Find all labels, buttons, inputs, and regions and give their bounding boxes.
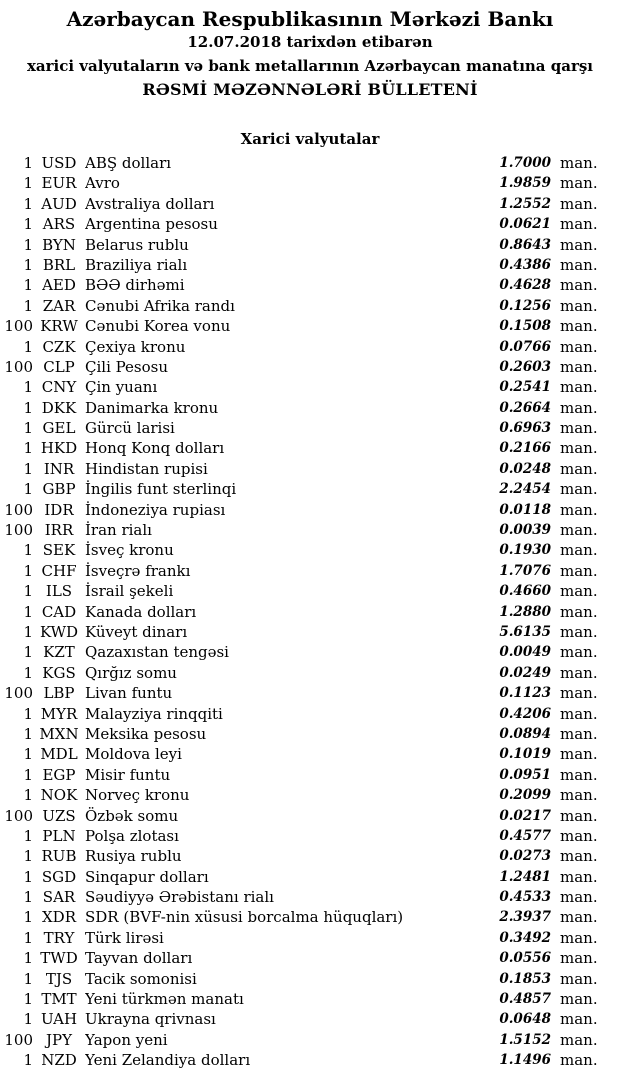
currency-name: Livan funtu	[85, 684, 173, 703]
currency-name: Yeni türkmən manatı	[85, 990, 244, 1009]
currency-quantity: 1	[23, 1010, 33, 1029]
rate-value: 1.2552	[499, 195, 551, 212]
unit-label: man.	[560, 622, 598, 641]
currency-code: CHF	[41, 561, 77, 580]
currency-code: TRY	[43, 928, 75, 947]
currency-quantity: 1	[23, 745, 33, 764]
table-row	[0, 275, 620, 295]
currency-code: RUB	[41, 847, 77, 866]
currency-quantity: 1	[23, 215, 33, 234]
rate-value: 0.0894	[499, 725, 551, 742]
currency-code: EGP	[42, 765, 76, 784]
currency-code: KGS	[42, 663, 76, 682]
table-row	[0, 377, 620, 397]
rate-value: 0.0621	[499, 216, 551, 233]
currency-name: İsveçrə frankı	[85, 561, 191, 580]
currency-name: Polşa zlotası	[85, 826, 179, 845]
currency-quantity: 1	[23, 888, 33, 907]
unit-label: man.	[560, 643, 598, 662]
currency-quantity: 1	[23, 276, 33, 295]
unit-label: man.	[560, 582, 598, 601]
currency-name: Yeni Zelandiya dolları	[85, 1051, 251, 1070]
currency-code: CZK	[42, 337, 76, 356]
currency-code: BYN	[42, 235, 76, 254]
currency-code: MDL	[40, 745, 78, 764]
rate-value: 1.7076	[499, 562, 551, 579]
currency-name: Cənubi Afrika randı	[85, 296, 235, 315]
currency-name: Meksika pesosu	[85, 724, 207, 743]
table-row	[0, 316, 620, 336]
table-row	[0, 846, 620, 866]
currency-quantity: 1	[23, 459, 33, 478]
currency-name: Ukrayna qrivnası	[85, 1010, 216, 1029]
rate-value: 0.1256	[499, 297, 551, 314]
rate-value: 0.0951	[499, 766, 551, 783]
table-row	[0, 806, 620, 826]
rate-value: 1.9859	[499, 175, 551, 192]
unit-label: man.	[560, 480, 598, 499]
unit-label: man.	[560, 724, 598, 743]
currency-quantity: 1	[23, 296, 33, 315]
currency-code: CLP	[43, 357, 75, 376]
currency-quantity: 1	[23, 786, 33, 805]
currency-name: Səudiyyə Ərəbistanı rialı	[85, 888, 274, 907]
rate-value: 1.2481	[499, 868, 551, 885]
table-row	[0, 255, 620, 275]
rate-value: 0.2541	[499, 379, 551, 396]
rate-value: 0.2664	[499, 399, 551, 416]
document-subtitle: xarici valyutaların və bank metallarının Azərbaycan manatına qarşı	[26, 57, 594, 75]
currency-name: Çili Pesosu	[85, 357, 169, 376]
currency-name: Gürcü larisi	[85, 419, 175, 438]
currency-name: Danimarka kronu	[85, 398, 219, 417]
unit-label: man.	[560, 847, 598, 866]
table-row	[0, 479, 620, 499]
currency-quantity: 1	[23, 643, 33, 662]
rate-value: 2.2454	[499, 481, 551, 498]
currency-name: İsrail şekeli	[85, 582, 174, 601]
unit-label: man.	[560, 398, 598, 417]
rate-value: 1.5152	[499, 1031, 551, 1048]
unit-label: man.	[560, 419, 598, 438]
currency-quantity: 1	[23, 602, 33, 621]
unit-label: man.	[560, 561, 598, 580]
currency-code: KWD	[39, 622, 79, 641]
currency-code: CNY	[41, 378, 77, 397]
table-row	[0, 948, 620, 968]
unit-label: man.	[560, 255, 598, 274]
currency-code: INR	[43, 459, 75, 478]
table-row	[0, 194, 620, 214]
rate-value: 0.4386	[499, 256, 551, 273]
table-row	[0, 459, 620, 479]
table-row	[0, 724, 620, 744]
currency-name: Argentina pesosu	[85, 215, 218, 234]
table-row	[0, 907, 620, 927]
currency-quantity: 1	[23, 622, 33, 641]
bulletin-title: RƏSMİ MƏZƏNNƏLƏRİ BÜLLETENİ	[142, 80, 478, 99]
unit-label: man.	[560, 806, 598, 825]
currency-name: İran rialı	[85, 521, 152, 540]
currency-quantity: 1	[23, 724, 33, 743]
unit-label: man.	[560, 459, 598, 478]
rate-value: 0.0049	[499, 644, 551, 661]
currency-name: Moldova leyi	[85, 745, 182, 764]
currency-quantity: 1	[23, 174, 33, 193]
currency-quantity: 1	[23, 561, 33, 580]
currency-code: SAR	[42, 888, 76, 907]
table-row	[0, 1030, 620, 1050]
rate-value: 1.1496	[499, 1052, 551, 1069]
unit-label: man.	[560, 704, 598, 723]
table-row	[0, 337, 620, 357]
currency-code: USD	[41, 154, 77, 172]
table-row	[0, 663, 620, 683]
rate-value: 1.7000	[499, 155, 551, 171]
currency-quantity: 1	[23, 867, 33, 886]
unit-label: man.	[560, 378, 598, 397]
currency-quantity: 1	[23, 194, 33, 213]
currency-quantity: 100	[4, 521, 33, 540]
unit-label: man.	[560, 663, 598, 682]
currency-code: KRW	[40, 317, 78, 336]
table-row	[0, 438, 620, 458]
currency-quantity: 1	[23, 704, 33, 723]
unit-label: man.	[560, 439, 598, 458]
table-row	[0, 622, 620, 642]
currency-code: ARS	[42, 215, 76, 234]
rate-value: 0.2166	[499, 440, 551, 457]
currency-quantity: 1	[23, 1051, 33, 1070]
rate-value: 0.1019	[499, 746, 551, 763]
currency-name: Belarus rublu	[85, 235, 189, 254]
currency-code: SGD	[41, 867, 77, 886]
currency-name: Avro	[85, 174, 120, 193]
unit-label: man.	[560, 215, 598, 234]
currency-quantity: 1	[23, 154, 33, 172]
currency-name: Braziliya rialı	[85, 255, 188, 274]
unit-label: man.	[560, 500, 598, 519]
currency-name: BƏƏ dirhəmi	[85, 276, 185, 295]
currency-code: PLN	[42, 826, 76, 845]
currency-code: AUD	[41, 194, 77, 213]
unit-label: man.	[560, 357, 598, 376]
currency-quantity: 1	[23, 582, 33, 601]
table-row	[0, 1009, 620, 1029]
table-row	[0, 744, 620, 764]
rate-value: 0.1930	[499, 542, 551, 559]
table-row	[0, 602, 620, 622]
unit-label: man.	[560, 235, 598, 254]
rate-value: 0.0766	[499, 338, 551, 355]
rate-value: 0.4533	[499, 889, 551, 906]
currency-name: SDR (BVF-nin xüsusi borcalma hüquqları)	[85, 908, 404, 927]
currency-quantity: 1	[23, 541, 33, 560]
currency-name: Sinqapur dolları	[85, 867, 209, 886]
rate-value: 0.4857	[499, 991, 551, 1008]
currency-name: Türk lirəsi	[85, 928, 164, 947]
unit-label: man.	[560, 969, 598, 988]
rate-value: 0.0248	[499, 460, 551, 477]
currency-quantity: 1	[23, 663, 33, 682]
currency-quantity: 1	[23, 419, 33, 438]
unit-label: man.	[560, 990, 598, 1009]
currency-code: DKK	[41, 398, 77, 417]
currency-name: Küveyt dinarı	[85, 622, 188, 641]
currency-code: IDR	[44, 500, 74, 519]
currency-code: NOK	[40, 786, 78, 805]
table-row	[0, 785, 620, 805]
currency-name: Malayziya rinqqiti	[85, 704, 223, 723]
table-row	[0, 581, 620, 601]
unit-label: man.	[560, 541, 598, 560]
document-header	[0, 7, 620, 102]
currency-code: KZT	[43, 643, 75, 662]
table-row	[0, 1050, 620, 1070]
rate-value: 1.2880	[499, 603, 551, 620]
currency-name: Honq Konq dolları	[85, 439, 225, 458]
currency-quantity: 1	[23, 255, 33, 274]
rate-value: 0.0273	[499, 848, 551, 865]
rate-value: 0.1123	[499, 685, 551, 702]
currency-name: Tayvan dolları	[85, 949, 193, 968]
currency-code: AED	[42, 276, 76, 295]
currency-name: Özbək somu	[85, 806, 179, 825]
rate-value: 0.6963	[499, 420, 551, 437]
currency-name: Hindistan rupisi	[85, 459, 208, 478]
currency-quantity: 1	[23, 990, 33, 1009]
currency-name: Çin yuanı	[85, 378, 158, 397]
table-row	[0, 561, 620, 581]
table-row	[0, 989, 620, 1009]
unit-label: man.	[560, 745, 598, 764]
currency-quantity: 1	[23, 949, 33, 968]
currency-name: Tacik somonisi	[85, 969, 197, 988]
currency-code: MXN	[39, 724, 79, 743]
unit-label: man.	[560, 867, 598, 886]
rate-value: 0.0556	[499, 950, 551, 967]
currency-code: HKD	[40, 439, 78, 458]
currency-name: İndoneziya rupiası	[85, 500, 226, 519]
currency-code: IRR	[44, 521, 74, 540]
currency-code: TMT	[41, 990, 77, 1009]
table-row	[0, 500, 620, 520]
rate-value: 0.3492	[499, 929, 551, 946]
currency-quantity: 100	[4, 357, 33, 376]
currency-quantity: 1	[23, 378, 33, 397]
unit-label: man.	[560, 296, 598, 315]
currency-name: Qırğız somu	[85, 663, 177, 682]
unit-label: man.	[560, 1010, 598, 1029]
rate-value: 0.4628	[499, 277, 551, 294]
table-row	[0, 826, 620, 846]
unit-label: man.	[560, 786, 598, 805]
table-row	[0, 214, 620, 234]
rate-value: 0.0039	[499, 522, 551, 539]
currency-name: ABŞ dolları	[85, 154, 172, 172]
unit-label: man.	[560, 602, 598, 621]
table-row	[0, 683, 620, 703]
currency-code: SEK	[42, 541, 76, 560]
currency-code: BRL	[42, 255, 76, 274]
rate-value: 0.2099	[499, 787, 551, 804]
currency-code: EUR	[41, 174, 77, 193]
table-row	[0, 765, 620, 785]
currency-code: XDR	[42, 908, 76, 927]
currency-code: ILS	[45, 582, 73, 601]
unit-label: man.	[560, 684, 598, 703]
currency-name: Misir funtu	[85, 765, 171, 784]
currency-name: Yapon yeni	[85, 1030, 168, 1049]
currency-code: ZAR	[42, 296, 76, 315]
table-row	[0, 540, 620, 560]
unit-label: man.	[560, 174, 598, 193]
currency-code: GEL	[42, 419, 76, 438]
currency-quantity: 1	[23, 847, 33, 866]
unit-label: man.	[560, 888, 598, 907]
bank-title: Azərbaycan Respublikasının Mərkəzi Bankı	[66, 7, 554, 31]
currency-quantity: 1	[23, 908, 33, 927]
rate-value: 5.6135	[499, 623, 551, 640]
table-row	[0, 867, 620, 887]
rate-value: 0.0648	[499, 1011, 551, 1028]
unit-label: man.	[560, 154, 598, 172]
unit-label: man.	[560, 337, 598, 356]
unit-label: man.	[560, 521, 598, 540]
currency-code: GBP	[42, 480, 76, 499]
table-row	[0, 969, 620, 989]
rate-value: 0.2603	[499, 358, 551, 375]
currency-code: TJS	[45, 969, 73, 988]
currency-quantity: 1	[23, 480, 33, 499]
currency-name: Qazaxıstan tengəsi	[85, 643, 229, 662]
currency-code: TWD	[40, 949, 78, 968]
exchange-rates-table	[0, 153, 620, 1071]
rate-value: 0.4577	[499, 827, 551, 844]
table-row	[0, 887, 620, 907]
unit-label: man.	[560, 928, 598, 947]
table-row	[0, 704, 620, 724]
rate-value: 0.4660	[499, 583, 551, 600]
currency-quantity: 100	[4, 1030, 33, 1049]
currency-code: NZD	[41, 1051, 77, 1070]
currency-quantity: 100	[4, 317, 33, 336]
currency-code: MYR	[40, 704, 78, 723]
table-row	[0, 235, 620, 255]
currency-code: UZS	[42, 806, 76, 825]
currency-quantity: 100	[4, 684, 33, 703]
table-row	[0, 173, 620, 193]
currency-quantity: 1	[23, 398, 33, 417]
unit-label: man.	[560, 765, 598, 784]
currency-code: LBP	[43, 684, 75, 703]
currency-quantity: 100	[4, 500, 33, 519]
currency-quantity: 1	[23, 928, 33, 947]
currency-name: Rusiya rublu	[85, 847, 182, 866]
table-row	[0, 928, 620, 948]
currency-name: Norveç kronu	[85, 786, 190, 805]
currency-name: Avstraliya dolları	[85, 194, 215, 213]
currency-name: İsveç kronu	[85, 541, 174, 560]
currency-quantity: 1	[23, 765, 33, 784]
section-title-foreign-currencies: Xarici valyutalar	[240, 130, 380, 148]
table-row	[0, 357, 620, 377]
unit-label: man.	[560, 317, 598, 336]
unit-label: man.	[560, 908, 598, 927]
rate-value: 2.3937	[499, 909, 551, 926]
unit-label: man.	[560, 1030, 598, 1049]
rate-value: 0.0217	[499, 807, 551, 824]
unit-label: man.	[560, 276, 598, 295]
unit-label: man.	[560, 194, 598, 213]
currency-quantity: 1	[23, 337, 33, 356]
currency-quantity: 100	[4, 806, 33, 825]
rate-value: 0.8643	[499, 236, 551, 253]
rate-value: 0.0249	[499, 664, 551, 681]
currency-name: İngilis funt sterlinqi	[85, 480, 237, 499]
unit-label: man.	[560, 949, 598, 968]
currency-name: Cənubi Korea vonu	[85, 317, 231, 336]
table-row	[0, 418, 620, 438]
currency-name: Kanada dolları	[85, 602, 197, 621]
currency-quantity: 1	[23, 826, 33, 845]
currency-quantity: 1	[23, 969, 33, 988]
table-row	[0, 153, 620, 173]
rate-value: 0.1508	[499, 318, 551, 335]
table-row	[0, 398, 620, 418]
currency-quantity: 1	[23, 235, 33, 254]
currency-code: CAD	[41, 602, 77, 621]
table-row	[0, 296, 620, 316]
unit-label: man.	[560, 1051, 598, 1070]
currency-code: UAH	[40, 1010, 78, 1029]
rate-value: 0.0118	[499, 501, 551, 518]
currency-name: Çexiya kronu	[85, 337, 186, 356]
unit-label: man.	[560, 826, 598, 845]
table-row	[0, 642, 620, 662]
effective-date-line: 12.07.2018 tarixdən etibarən	[187, 33, 433, 51]
rate-value: 0.1853	[499, 970, 551, 987]
table-row	[0, 520, 620, 540]
currency-code: JPY	[45, 1030, 72, 1049]
rate-value: 0.4206	[499, 705, 551, 722]
currency-quantity: 1	[23, 439, 33, 458]
